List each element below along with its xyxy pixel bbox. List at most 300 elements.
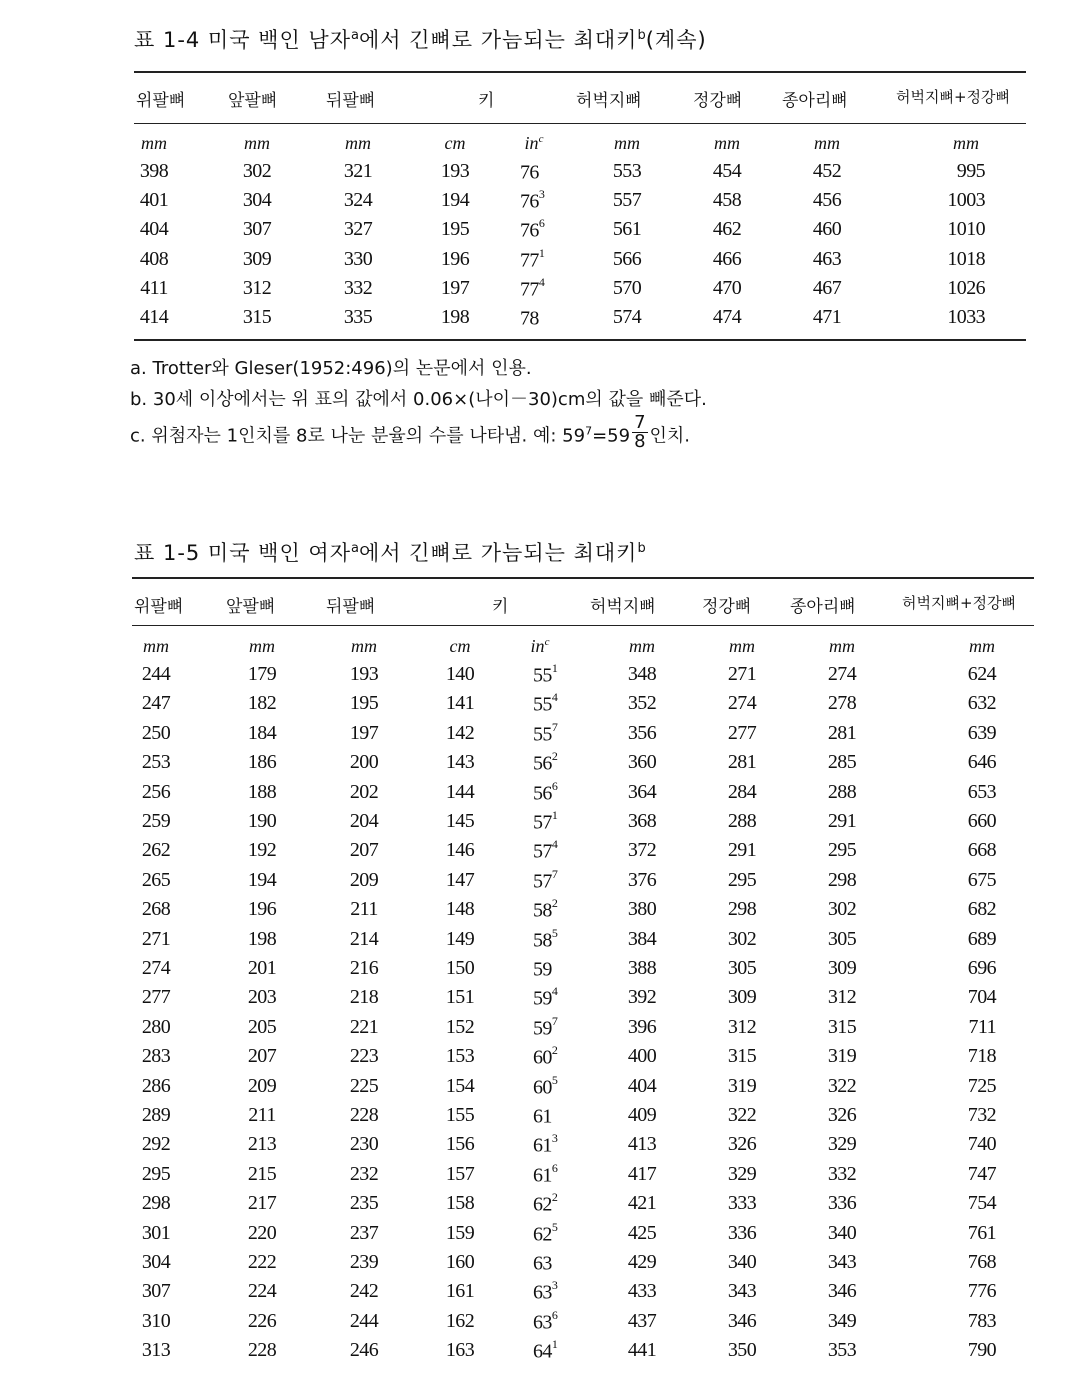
table2-cell: 277: [141, 986, 171, 1009]
table2-cell: 237: [349, 1221, 379, 1244]
table2-unit-label: mm: [829, 636, 855, 656]
table2-caption-sup-b: b: [637, 541, 646, 556]
table2-cell: 225: [349, 1074, 379, 1097]
table2-cell: 144: [445, 780, 475, 803]
table1-cell: [520, 218, 544, 243]
table2-inch-value: 57: [533, 841, 552, 864]
table2-inch-fraction: 6: [551, 1307, 558, 1322]
table2-cell: 404: [627, 1074, 657, 1097]
table2-header-1: 앞팔뼈: [226, 597, 276, 617]
table2-unit-6: [729, 636, 755, 657]
table2-cell: 790: [967, 1339, 996, 1362]
table2-cell: 242: [349, 1280, 379, 1303]
table2-unit-label: mm: [143, 636, 169, 656]
footnote-c: [130, 412, 691, 455]
table2-cell: 312: [827, 986, 857, 1009]
table2-cell: 291: [727, 839, 757, 862]
table1-cell: 330: [343, 247, 373, 270]
table2-cell: 220: [247, 1221, 277, 1244]
table1-unit-1: [244, 133, 270, 154]
table1-unit-4: [525, 133, 544, 154]
table2-unit-4: [531, 636, 550, 657]
table1-cell: 1018: [947, 247, 985, 270]
table1-header-3: 키: [478, 91, 495, 111]
table1-unit-label: mm: [814, 133, 840, 153]
table2-cell: [533, 839, 557, 864]
table2-cell: 309: [727, 986, 757, 1009]
table2-cell: 329: [727, 1162, 757, 1185]
table1-cell: 467: [812, 276, 842, 299]
table1-unit-label: mm: [345, 133, 371, 153]
table1-cell: 1026: [947, 276, 985, 299]
table2-cell: 223: [349, 1045, 379, 1068]
table1-cell: 570: [612, 276, 642, 299]
table2-cell: 350: [727, 1339, 757, 1362]
table1-inch-value: 78: [520, 307, 539, 330]
table2-unit-label: mm: [249, 636, 275, 656]
table2-cell: 179: [247, 663, 277, 685]
table1-caption-prefix: 표 1-4 미국 백인 남자: [134, 28, 352, 52]
table2-header-6: 종아리뼈: [790, 597, 856, 617]
table2-cell: 152: [445, 1015, 475, 1038]
table2-cell: 142: [445, 721, 475, 744]
table2-cell: 184: [247, 721, 277, 744]
table2-cell: 302: [727, 927, 757, 950]
table2-cell: 194: [247, 868, 277, 891]
table1-cell: 401: [139, 189, 169, 212]
table2-cell: 301: [141, 1221, 171, 1244]
table2-inch-fraction: 2: [551, 1190, 558, 1205]
table2-cell: 207: [349, 839, 379, 862]
table2-cell: 333: [727, 1192, 757, 1215]
table1-unit-0: [141, 133, 167, 154]
table2-cell: 332: [827, 1162, 857, 1185]
table2-cell: [533, 898, 557, 923]
footnote-c-fraction: [632, 414, 647, 451]
table2-inch-value: 61: [533, 1105, 552, 1128]
table2-inch-fraction: 7: [551, 719, 558, 734]
table2-inch-value: 58: [533, 899, 552, 922]
table2-cell: [533, 1192, 557, 1217]
table1-cell: 196: [440, 247, 470, 270]
table2-cell: 368: [627, 810, 657, 832]
table2-cell: [533, 925, 558, 953]
table2-header-0: 위팔뼈: [134, 597, 184, 617]
table1-unit-8: [953, 133, 979, 154]
table2-cell: 776: [967, 1280, 996, 1303]
table2-cell: 288: [727, 810, 757, 832]
table1-cell: 411: [140, 276, 168, 299]
table1-unit-label: mm: [244, 133, 270, 153]
table2-inch-fraction: 1: [551, 661, 558, 675]
table1-caption-sup-a: a: [351, 28, 359, 43]
table2-unit-1: [249, 636, 275, 657]
table1-caption: [134, 24, 707, 54]
table2-cell: 433: [627, 1280, 657, 1303]
table2-inch-value: 58: [533, 929, 552, 952]
table2-cell: 307: [141, 1280, 171, 1303]
table2-inch-value: 63: [533, 1311, 552, 1334]
table2-inch-fraction: 7: [551, 1013, 558, 1028]
table1-cell: 1010: [947, 218, 985, 241]
table1-cell: 574: [612, 306, 642, 328]
table1-header-7: 허벅지뼈+정강뼈: [896, 88, 1010, 106]
table2-cell: 315: [827, 1015, 857, 1038]
table1-unit-label: mm: [614, 133, 640, 153]
table1-cell: 454: [712, 160, 742, 182]
table2-cell: 203: [247, 986, 277, 1009]
table2-cell: 295: [827, 839, 857, 862]
table2-cell: 413: [627, 1133, 657, 1156]
table2-cell: [533, 1339, 557, 1364]
table2-cell: 291: [827, 810, 857, 832]
table2-cell: 140: [445, 663, 475, 685]
table2-cell: 281: [827, 721, 857, 744]
table2-cell: 147: [445, 868, 475, 891]
table2-cell: 417: [627, 1162, 657, 1185]
table2-cell: [533, 986, 557, 1011]
table1-caption-suffix: (계속): [645, 28, 707, 52]
table1-cell: 452: [812, 160, 842, 182]
table2-inch-fraction: 4: [551, 837, 558, 852]
table2-inch-value: 61: [533, 1135, 552, 1158]
table1-unit-label: mm: [953, 133, 979, 153]
table2-cell: 274: [727, 692, 757, 715]
table1-cell: [520, 274, 545, 302]
table2-cell: 154: [445, 1074, 475, 1097]
table1-cell: 553: [612, 160, 642, 182]
table2-inch-fraction: 7: [551, 866, 558, 881]
table2-inch-fraction: 6: [551, 778, 558, 793]
table2-cell: 259: [141, 810, 171, 832]
table2-header-7: 허벅지뼈+정강뼈: [902, 594, 1016, 612]
table1-header-5: 정강뼈: [693, 91, 743, 111]
table2-inch-fraction: 2: [551, 896, 558, 911]
table1-cell: 309: [242, 247, 272, 270]
table1-inch-fraction: 1: [538, 245, 545, 260]
table2-cell: 268: [141, 898, 171, 921]
table2-cell: 360: [627, 751, 657, 774]
table1-cell: 414: [139, 306, 169, 328]
table2-cell: 639: [967, 721, 996, 744]
table2-unit-label: cm: [449, 636, 471, 656]
table2-cell: 675: [967, 868, 996, 891]
table2-cell: 228: [349, 1104, 379, 1126]
table2-cell: 271: [141, 927, 171, 950]
table2-cell: 228: [247, 1339, 277, 1362]
table2-cell: 353: [827, 1339, 857, 1362]
table2-inch-value: 55: [533, 664, 552, 687]
footnote-b: b. 30세 이상에서는 위 표의 값에서 0.06×(나이－30)cm의 값을 빼준다.: [130, 389, 707, 410]
table1-cell: [520, 160, 539, 185]
table2-cell: 149: [445, 927, 475, 950]
table2-unit-2: [351, 636, 377, 657]
table2-cell: 288: [827, 780, 857, 803]
table2-cell: 217: [247, 1192, 277, 1215]
table2-inch-value: 59: [533, 988, 552, 1011]
table2-inch-value: 59: [533, 1017, 552, 1040]
table1-cell: 312: [242, 276, 272, 299]
table2-cell: 197: [349, 721, 379, 744]
table2-cell: 740: [967, 1133, 996, 1156]
table1-cell: 471: [812, 306, 842, 328]
table1-cell: 463: [812, 247, 842, 270]
table2-cell: 200: [349, 751, 379, 774]
table2-cell: 305: [827, 927, 857, 950]
table2-cell: 192: [247, 839, 277, 862]
table1-header-0: 위팔뼈: [136, 91, 186, 111]
table2-cell: 186: [247, 751, 277, 774]
table2-header-3: 키: [492, 597, 509, 617]
table2-cell: [533, 1045, 557, 1070]
table1-cell: 456: [812, 189, 842, 212]
table2-cell: 277: [727, 721, 757, 744]
table2-cell: 768: [967, 1251, 996, 1273]
table1-cell: 404: [139, 218, 169, 241]
table2-cell: 211: [350, 898, 378, 921]
table2-cell: 244: [349, 1309, 379, 1332]
table2-cell: 211: [248, 1104, 276, 1126]
table2-cell: 201: [247, 957, 277, 979]
table2-cell: 190: [247, 810, 277, 832]
table2-cell: 283: [141, 1045, 171, 1068]
table2-cell: 326: [827, 1104, 857, 1126]
table2-caption-sup-a: a: [351, 541, 359, 556]
table2-cell: 207: [247, 1045, 277, 1068]
table2-cell: 148: [445, 898, 475, 921]
table1-inch-fraction: 3: [538, 187, 545, 202]
table2-cell: 646: [967, 751, 996, 774]
table2-cell: 216: [349, 957, 379, 979]
table1-unit-6: [714, 133, 740, 154]
table2-inch-value: 57: [533, 870, 552, 893]
table2-unit-8: [969, 636, 995, 657]
table2-cell: 150: [445, 957, 475, 979]
table2-inch-value: 57: [533, 811, 552, 834]
table2-cell: 235: [349, 1192, 379, 1215]
table2-cell: 160: [445, 1251, 475, 1273]
table2-header-2: 뒤팔뼈: [326, 597, 376, 617]
table2-cell: 624: [967, 663, 996, 685]
table2-cell: 151: [445, 986, 475, 1009]
table2-inch-value: 59: [533, 958, 552, 981]
table2-cell: 754: [967, 1192, 996, 1215]
table2-cell: 310: [141, 1309, 171, 1332]
table2-cell: 286: [141, 1074, 171, 1097]
table1-unit-2: [345, 133, 371, 154]
table2-cell: 188: [247, 780, 277, 803]
table2-cell: 326: [727, 1133, 757, 1156]
footnote-a: a. Trotter와 Gleser(1952:496)의 논문에서 인용.: [130, 358, 532, 379]
table2-header-4: 허벅지뼈: [590, 597, 656, 617]
table2-inch-fraction: 5: [551, 925, 558, 940]
table1-cell: [520, 189, 544, 214]
table2-inch-fraction: 1: [551, 808, 558, 822]
table1-caption-mid: 에서 긴뼈로 가늠되는 최대키: [358, 28, 638, 52]
table1-cell: 304: [242, 189, 272, 212]
table2-cell: 441: [627, 1339, 657, 1362]
table2-cell: 198: [247, 927, 277, 950]
table2-cell: 278: [827, 692, 857, 715]
table2-cell: 298: [727, 898, 757, 921]
table1-top-rule: [134, 71, 1026, 73]
table1-cell: 195: [440, 218, 470, 241]
table2-cell: 396: [627, 1015, 657, 1038]
table2-inch-fraction: 4: [551, 690, 558, 705]
table2-cell: 305: [727, 957, 757, 979]
table2-cell: 295: [727, 868, 757, 891]
table2-cell: [533, 1251, 552, 1276]
table2-cell: 274: [141, 957, 171, 979]
table1-inch-value: 77: [520, 278, 539, 301]
table2-inch-value: 55: [533, 723, 552, 746]
table2-cell: 224: [247, 1280, 277, 1303]
table1-inch-fraction: 6: [538, 216, 545, 231]
table2-inch-value: 56: [533, 752, 552, 775]
table2-cell: 145: [445, 810, 475, 832]
table2-cell: 356: [627, 721, 657, 744]
table1-cell: 561: [612, 218, 642, 241]
table1-cell: 193: [440, 160, 470, 182]
table2-cell: 285: [827, 751, 857, 774]
table2-unit-7: [829, 636, 855, 657]
table2-cell: 222: [247, 1251, 277, 1273]
table2-unit-0: [143, 636, 169, 657]
table2-cell: 319: [827, 1045, 857, 1068]
table2-caption-prefix: 표 1-5 미국 백인 여자: [134, 541, 352, 565]
table2-cell: 247: [141, 692, 171, 715]
table2-cell: 718: [967, 1045, 996, 1068]
table2-cell: 193: [349, 663, 379, 685]
table1-cell: 462: [712, 218, 742, 241]
table2-cell: [533, 663, 557, 688]
table2-cell: 322: [727, 1104, 757, 1126]
table2-cell: 711: [968, 1015, 996, 1038]
table2-cell: 653: [967, 780, 996, 803]
table2-cell: 226: [247, 1309, 277, 1332]
table1-cell: 327: [343, 218, 373, 241]
table1-cell: 995: [956, 160, 985, 182]
table2-cell: 437: [627, 1309, 657, 1332]
table2-cell: 253: [141, 751, 171, 774]
table2-cell: 230: [349, 1133, 379, 1156]
table2-cell: [533, 1013, 558, 1041]
table2-caption-mid: 에서 긴뼈로 가늠되는 최대키: [358, 541, 638, 565]
table2-cell: 232: [349, 1162, 379, 1185]
table2-cell: [533, 866, 558, 894]
table2-inch-fraction: 6: [551, 1160, 558, 1175]
table2-cell: 372: [627, 839, 657, 862]
table2-cell: 281: [727, 751, 757, 774]
table2-cell: 141: [445, 692, 475, 715]
table2-cell: [533, 719, 558, 747]
table2-inch-value: 60: [533, 1076, 552, 1099]
table1-cell: [520, 306, 539, 331]
table1-inch-value: 76: [520, 161, 539, 184]
table2-header-5: 정강뼈: [702, 597, 752, 617]
table2-cell: 421: [627, 1192, 657, 1215]
table2-cell: 346: [727, 1309, 757, 1332]
table2-cell: 364: [627, 780, 657, 803]
table2-cell: 346: [827, 1280, 857, 1303]
table1-cell: 470: [712, 276, 742, 299]
table2-unit-sup: c: [544, 636, 550, 648]
table2-cell: 660: [967, 810, 996, 832]
footnote-c-eq: =59: [592, 425, 631, 447]
table2-cell: 668: [967, 839, 996, 862]
table2-cell: 322: [827, 1074, 857, 1097]
table1-unit-7: [814, 133, 840, 154]
table1-cell: 315: [242, 306, 272, 328]
table2-cell: [533, 810, 557, 835]
table1-cell: 324: [343, 189, 373, 212]
table2-cell: 213: [247, 1133, 277, 1156]
table2-cell: 409: [627, 1104, 657, 1126]
table1-cell: 566: [612, 247, 642, 270]
table2-cell: [533, 1133, 557, 1158]
table2-cell: 298: [141, 1192, 171, 1215]
fraction-denominator: 8: [634, 431, 646, 452]
table2-header-rule: [132, 625, 1034, 626]
table1-cell: 321: [343, 160, 373, 182]
table2-cell: 340: [827, 1221, 857, 1244]
table2-unit-label: mm: [629, 636, 655, 656]
table1-inch-value: 76: [520, 220, 539, 243]
table2-cell: 380: [627, 898, 657, 921]
table2-cell: 202: [349, 780, 379, 803]
table2-cell: 312: [727, 1015, 757, 1038]
table2-inch-value: 56: [533, 782, 552, 805]
table2-cell: 221: [349, 1015, 379, 1038]
table2-unit-label: mm: [351, 636, 377, 656]
table2-cell: 315: [727, 1045, 757, 1068]
fraction-numerator: 7: [634, 412, 646, 433]
table1-cell: 302: [242, 160, 272, 182]
table2-cell: 159: [445, 1221, 475, 1244]
table2-cell: 392: [627, 986, 657, 1009]
table2-cell: [533, 751, 557, 776]
table1-cell: 458: [712, 189, 742, 212]
table2-cell: 725: [967, 1074, 996, 1097]
table2-cell: 632: [967, 692, 996, 715]
table2-cell: 271: [727, 663, 757, 685]
table1-cell: 198: [440, 306, 470, 328]
table1-cell: 197: [440, 276, 470, 299]
table1-unit-sup: c: [538, 133, 544, 145]
table2-inch-fraction: 3: [551, 1278, 558, 1293]
table2-cell: [533, 1307, 558, 1335]
table2-cell: 349: [827, 1309, 857, 1332]
table2-cell: 689: [967, 927, 996, 950]
table2-inch-fraction: 5: [551, 1219, 558, 1234]
table1-inch-value: 77: [520, 249, 539, 272]
table2-unit-label: mm: [969, 636, 995, 656]
table2-cell: 302: [827, 898, 857, 921]
table2-cell: [533, 1104, 552, 1129]
table2-cell: 284: [727, 780, 757, 803]
table2-cell: 204: [349, 810, 379, 832]
table2-cell: 153: [445, 1045, 475, 1068]
table1-header-rule: [134, 123, 1026, 124]
table2-inch-value: 63: [533, 1252, 552, 1275]
table1-cell: 1033: [947, 306, 985, 328]
table2-cell: 209: [349, 868, 379, 891]
table2-cell: 246: [349, 1339, 379, 1362]
table2-cell: 704: [967, 986, 996, 1009]
table2-cell: 384: [627, 927, 657, 950]
table2-cell: 143: [445, 751, 475, 774]
table1-header-4: 허벅지뼈: [576, 91, 642, 111]
